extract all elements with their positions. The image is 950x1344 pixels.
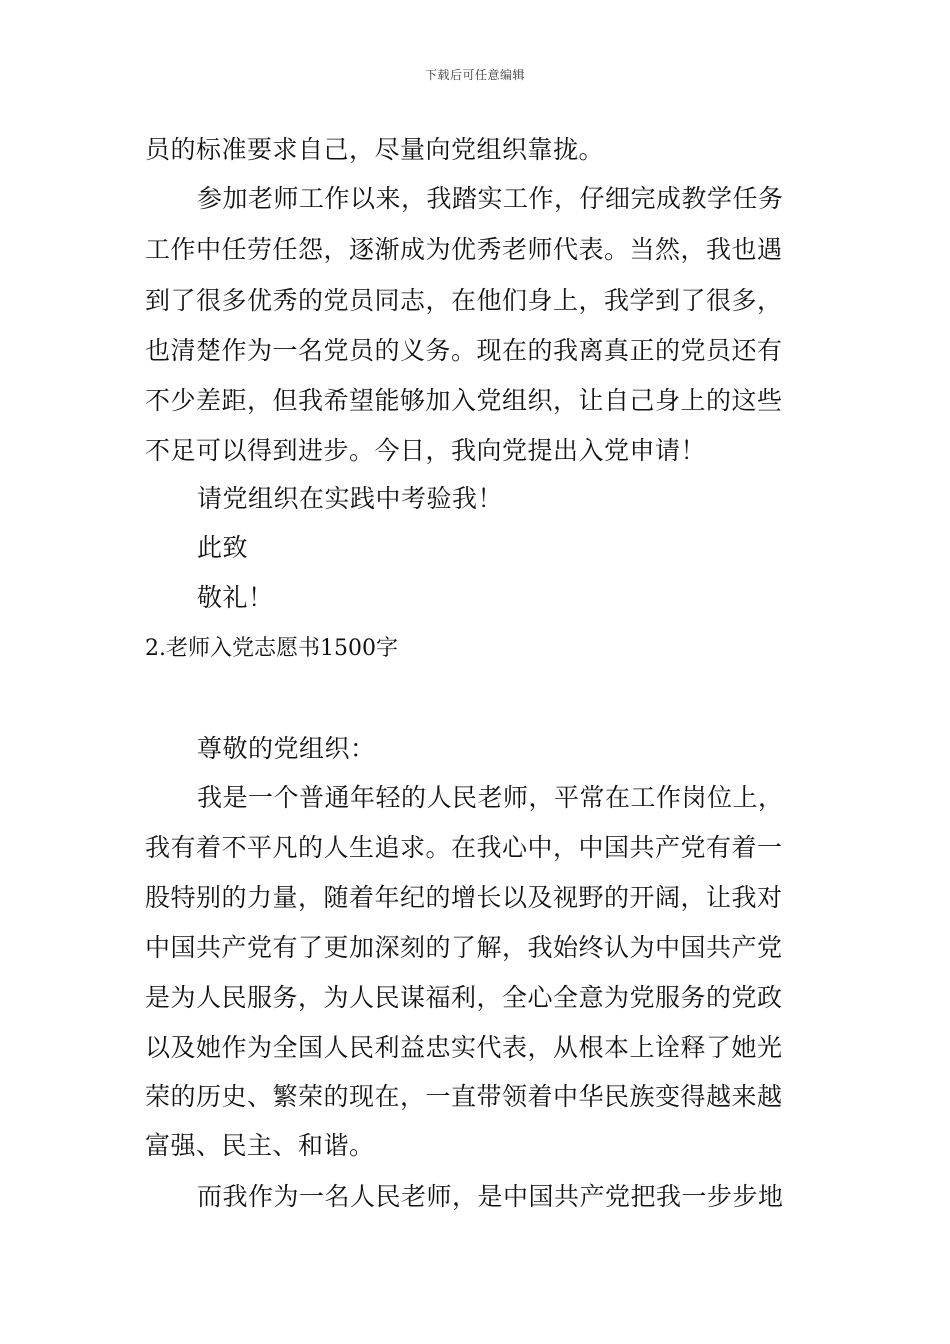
text-line: 中国共产党有了更加深刻的了解，我始终认为中国共产党 bbox=[145, 933, 783, 962]
text-line: 荣的历史、繁荣的现在，一直带领着中华民族变得越来越 bbox=[145, 1082, 783, 1111]
greeting-line: 尊敬的党组织： bbox=[197, 734, 376, 763]
text-line: 股特别的力量，随着年纪的增长以及视野的开阔，让我对 bbox=[145, 883, 783, 912]
text-line: 是为人民服务，为人民谋福利，全心全意为党服务的党政 bbox=[145, 983, 783, 1012]
text-line: 也清楚作为一名党员的义务。现在的我离真正的党员还有 bbox=[145, 336, 783, 365]
text-line: 富强、民主、和谐。 bbox=[145, 1131, 375, 1160]
paragraph-line: 而我作为一名人民老师，是中国共产党把我一步步地 bbox=[197, 1182, 784, 1211]
text-line: 不足可以得到进步。今日，我向党提出入党申请！ bbox=[145, 436, 707, 465]
text-line: 员的标准要求自己，尽量向党组织靠拢。 bbox=[145, 135, 605, 164]
text-line: 不少差距，但我希望能够加入党组织，让自己身上的这些 bbox=[145, 386, 783, 415]
paragraph-line: 我是一个普通年轻的人民老师，平常在工作岗位上， bbox=[197, 783, 784, 812]
salutation-line: 此致 bbox=[197, 533, 249, 562]
text-line: 到了很多优秀的党员同志，在他们身上，我学到了很多， bbox=[145, 286, 783, 315]
text-line: 以及她作为全国人民利益忠实代表，从根本上诠释了她光 bbox=[145, 1033, 783, 1062]
paragraph-line: 参加老师工作以来，我踏实工作，仔细完成教学任务 bbox=[197, 184, 784, 213]
closing-line: 敬礼！ bbox=[197, 583, 274, 612]
section-heading: 2.老师入党志愿书1500字 bbox=[145, 636, 398, 661]
paragraph-line: 请党组织在实践中考验我！ bbox=[197, 484, 504, 513]
text-line: 工作中任劳任怨，逐渐成为优秀老师代表。当然，我也遇 bbox=[145, 235, 783, 264]
page-header: 下载后可任意编辑 bbox=[424, 68, 525, 82]
text-line: 我有着不平凡的人生追求。在我心中，中国共产党有着一 bbox=[145, 833, 783, 862]
